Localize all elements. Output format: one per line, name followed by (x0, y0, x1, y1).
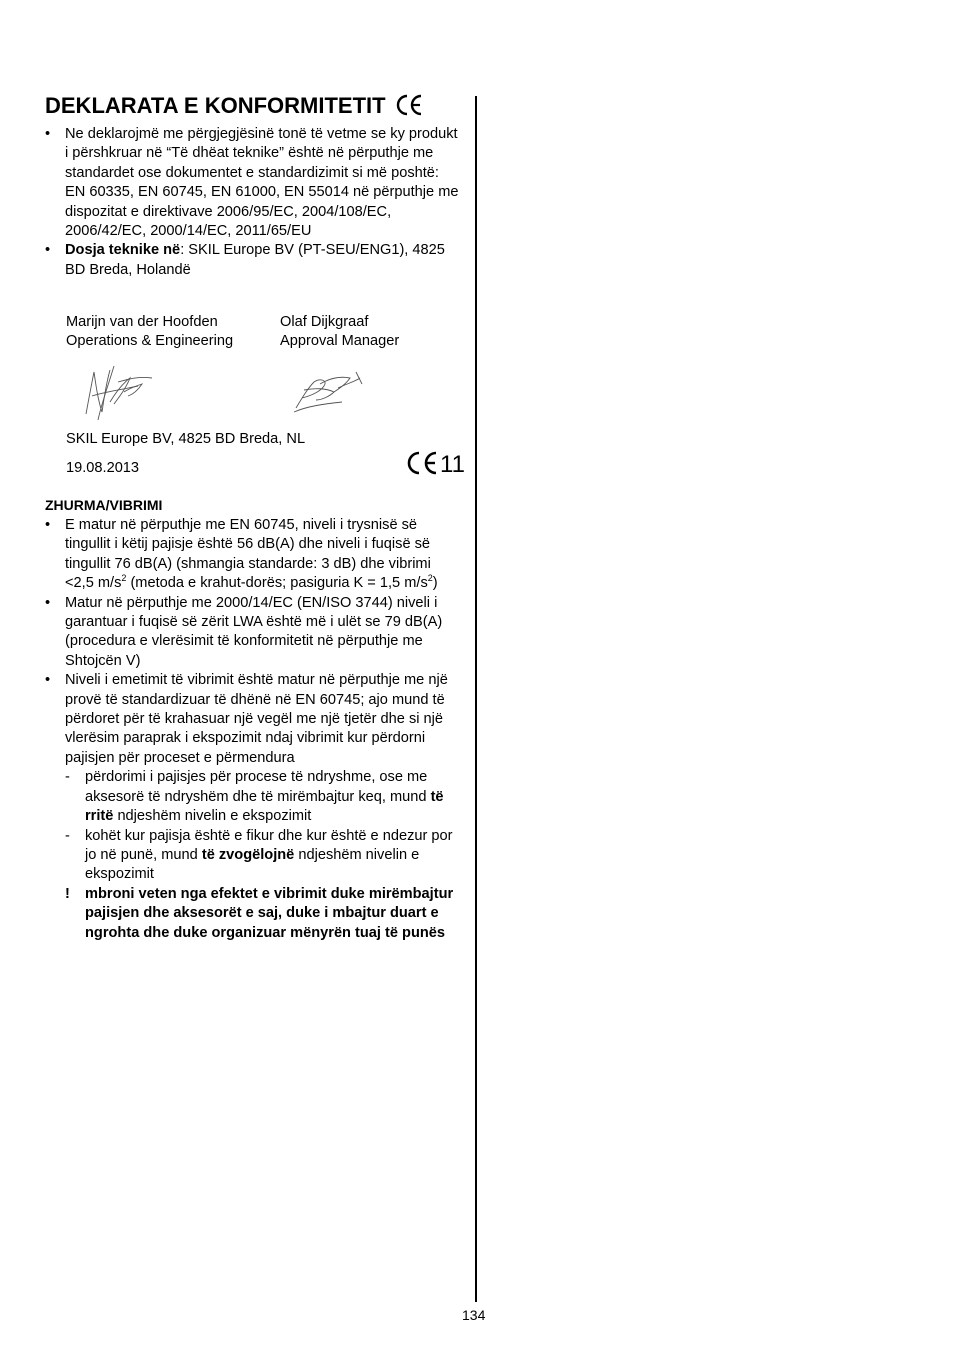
declaration-body (45, 125, 463, 280)
signature-right-image (290, 366, 370, 414)
signature-left-image (80, 362, 160, 424)
ce-year-mark (406, 450, 465, 478)
signatory-left (66, 313, 233, 352)
signatory-right-role: Approval Manager (280, 333, 400, 350)
company-address: SKIL Europe BV, 4825 BD Breda, NL (66, 431, 306, 447)
declaration-heading (45, 93, 424, 119)
signatory-right (280, 313, 399, 352)
declaration-date: 19.08.2013 (66, 460, 140, 476)
noise-bullet-emission: • Niveli i emetimit të vibrimit është matur në përputhje me një provë të standardizuar të dhënë në EN 60745; ajo mund të përdoret për të krahasuar një vegël me një tjetër dhe si një vlerësim paraprak i ekspozimit ndaj vibrimit kur përdorni pajisjen për proceset e përmendura (45, 671, 463, 768)
ce-year: 11 (440, 451, 465, 478)
signatory-right-name: Olaf Dijkgraaf (280, 314, 369, 330)
technical-file-label: Dosja teknike në (65, 242, 181, 259)
noise-subitems (45, 768, 463, 943)
declaration-bullet-technical-file: • Dosja teknike në: SKIL Europe BV (PT-SEU/ENG1), 4825 BD Breda, Holandë (45, 241, 463, 280)
dash-item-decrease: - kohët kur pajisja është e fikur dhe kur është e ndezur por jo në punë, mund të zvogëlojnë ndjeshëm nivelin e ekspozimit (65, 827, 463, 885)
noise-bullet-guaranteed: • Matur në përputhje me 2000/14/EC (EN/ISO 3744) niveli i garantuar i fuqisë së zërit LWA është më i ulët se 79 dB(A) (procedura e vlerësimit të konformitetit në përputhje me Shtojcën V) (45, 594, 463, 672)
column-divider (475, 96, 477, 1302)
noise-vibration-body (45, 516, 463, 943)
warning-text: mbroni veten nga efektet e vibrimit duke mirëmbajtur pajisjen dhe aksesorët e saj, duke i mbajtur duart e ngrohta dhe duke organizuar mënyrën tuaj të punës (85, 885, 454, 941)
ce-mark-icon (396, 94, 424, 116)
page-number: 134 (462, 1307, 486, 1323)
noise-vibration-heading: ZHURMA/VIBRIMI (45, 497, 163, 513)
warning-mark: ! (65, 885, 70, 902)
declaration-title: DEKLARATA E KONFORMITETIT (45, 93, 386, 118)
signatory-left-name: Marijn van der Hoofden (66, 314, 218, 330)
signatory-left-role: Operations & Engineering (66, 333, 234, 350)
ce-mark-icon (406, 450, 440, 476)
declaration-bullet-standards: • Ne deklarojmë me përgjegjësinë tonë të vetme se ky produkt i përshkruar në “Të dhëat teknike” është në përputhje me standardet ose dokumentet e standardizimit si më poshtë: EN 60335, EN 60745, EN 61000, EN 55014 në përputhje me dispozitat e direktivave 2006/95/EC, 2004/108/EC, 2006/42/EC, 2000/14/EC, 2011/65/EU (45, 125, 463, 241)
noise-bullet-measured: • E matur në përputhje me EN 60745, niveli i trysnisë së tingullit i këtij pajisje është 56 dB(A) dhe niveli i fuqisë së tingullit 76 dB(A) (shmangia standarde: 3 dB) dhe vibrimi <2,5 $m/s^2$ (metoda e krahut-dorës; pasiguria K = 1,5 $m/s^2$) (45, 516, 463, 594)
dash-item-increase: - përdorimi i pajisjes për procese të ndryshme, ose me aksesorë të ndryshëm dhe të mirëmbajtur keq, mund të rritë ndjeshëm nivelin e ekspozimit (65, 768, 463, 826)
vibration-warning (65, 885, 463, 943)
